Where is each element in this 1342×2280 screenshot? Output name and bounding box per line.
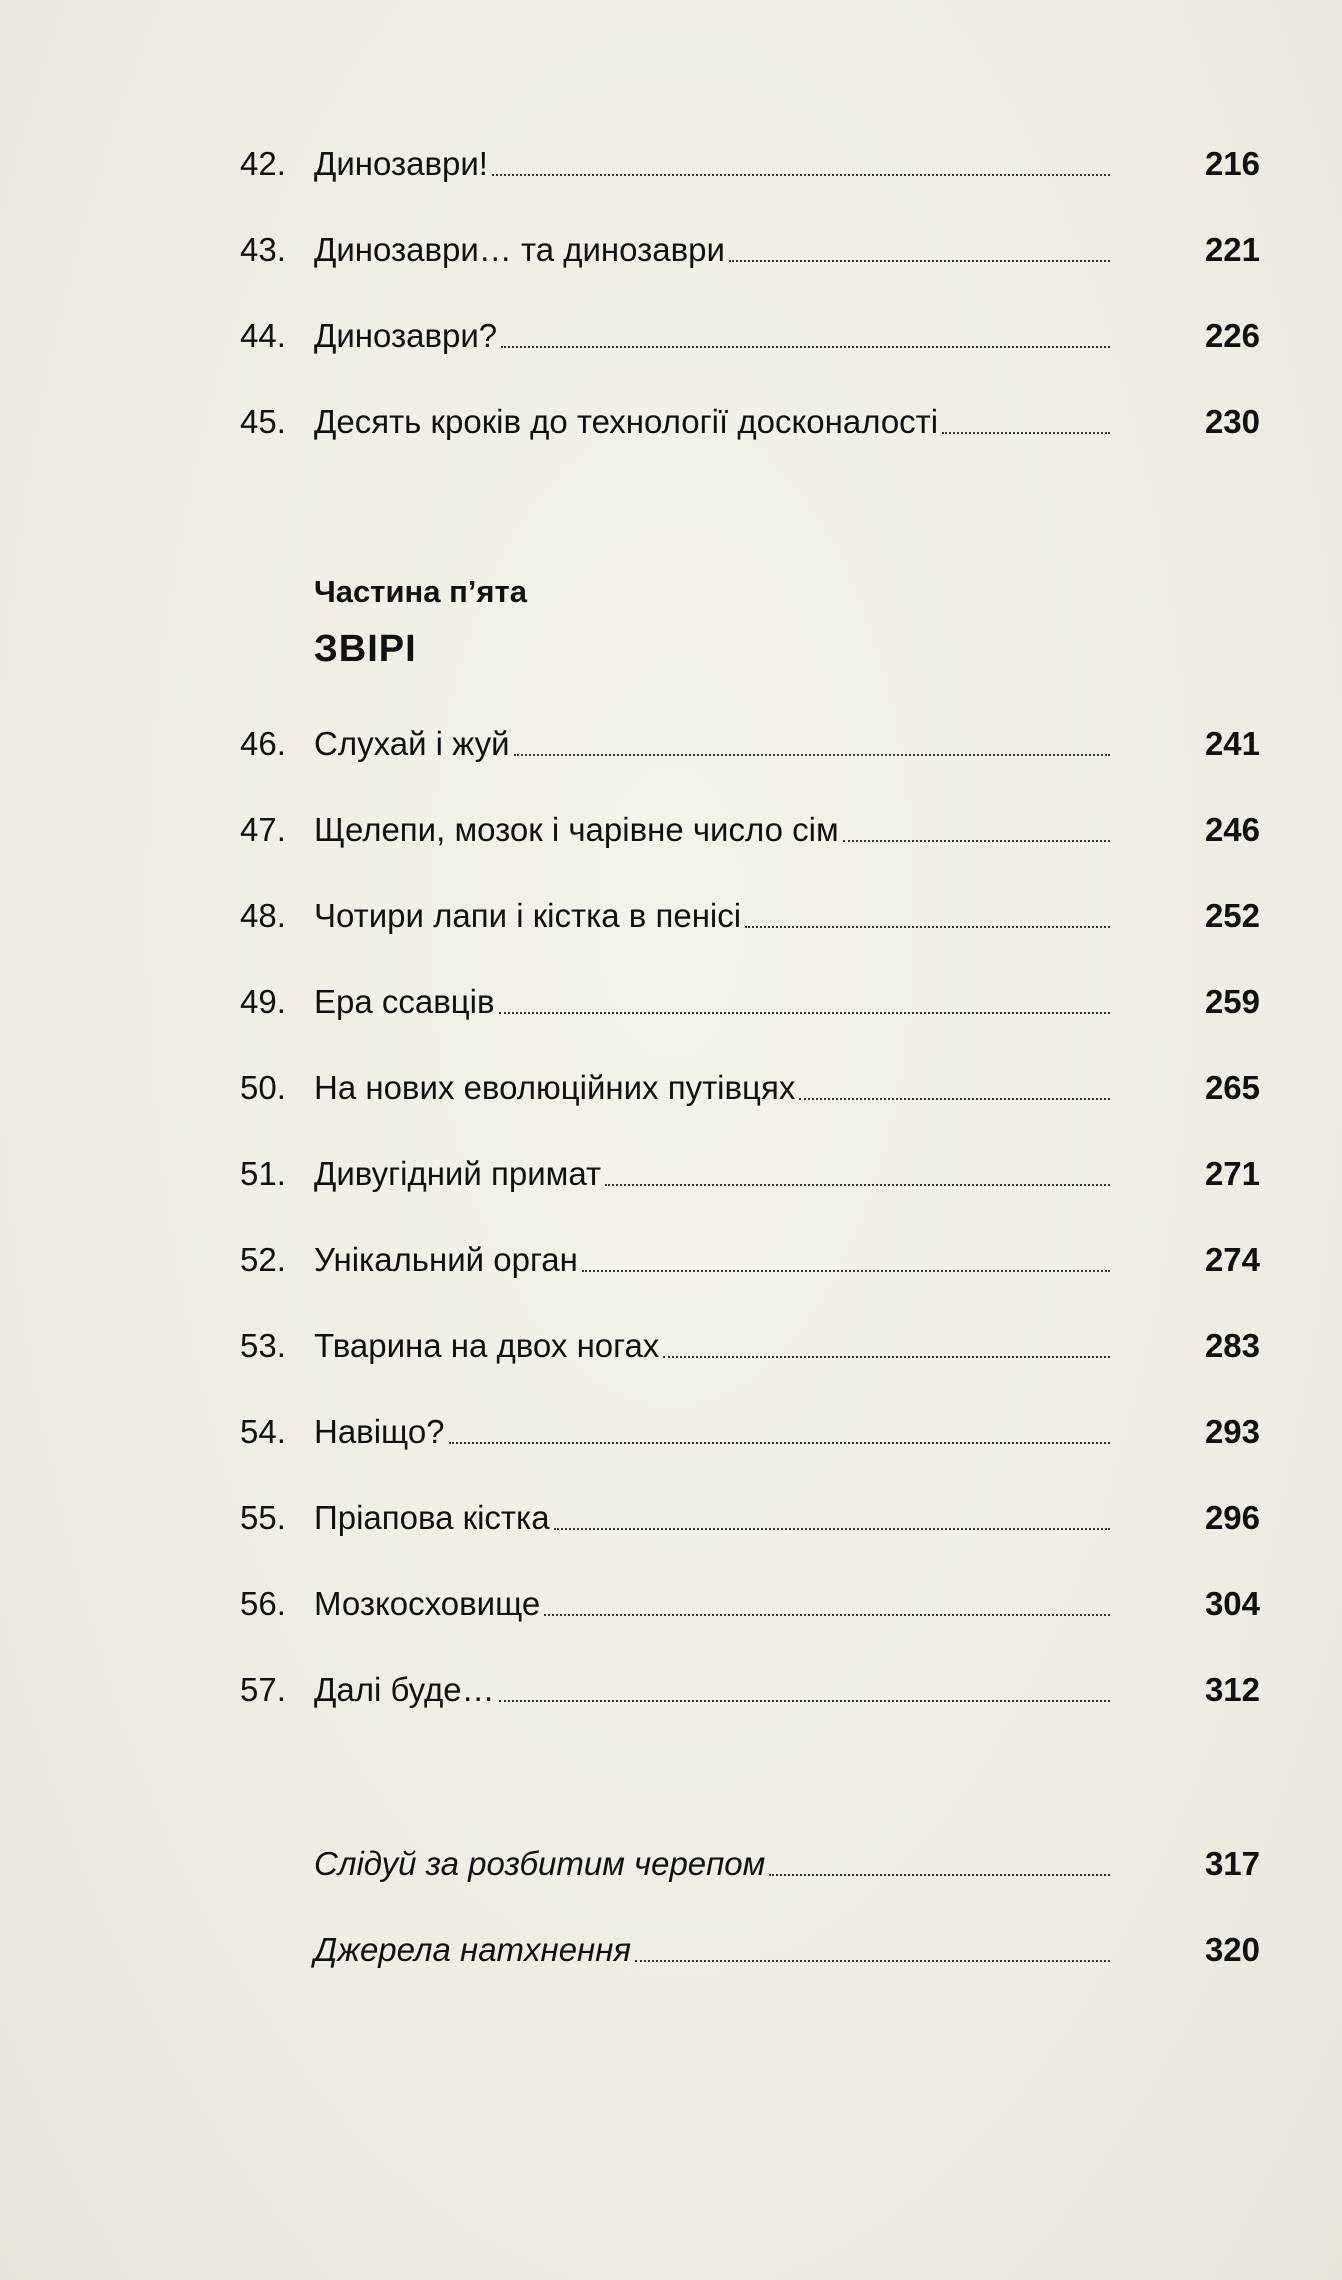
entry-page: 293 [1204,1413,1260,1450]
dot-leader [499,1012,1110,1014]
entry-title: Динозаври? [314,317,498,354]
entry-page: 226 [1204,317,1260,354]
entry-title: Чотири лапи і кістка в пенісі [314,897,742,934]
dot-leader [799,1098,1110,1100]
entry-title: Тварина на двох ногах [314,1327,660,1364]
dot-leader [663,1356,1110,1358]
dot-leader [942,432,1110,434]
toc-entry [240,1306,1260,1366]
toc-entry [240,296,1260,356]
entry-number: 52. [240,1241,286,1278]
entry-page: 216 [1204,145,1260,182]
toc-entry [240,1650,1260,1710]
entry-title: На нових еволюційних путівцях [314,1069,796,1106]
toc-entry [240,1478,1260,1538]
entry-number: 48. [240,897,286,934]
entry-number: 47. [240,811,286,848]
toc-entry [240,1220,1260,1280]
entry-number: 49. [240,983,286,1020]
entry-title: Навіщо? [314,1413,445,1450]
dot-leader [745,926,1110,928]
entry-page: 246 [1204,811,1260,848]
entry-page: 265 [1204,1069,1260,1106]
entry-title: Джерела натхнення [314,1931,631,1968]
dot-leader [635,1960,1110,1962]
toc-entry [240,124,1260,184]
dot-leader [544,1614,1110,1616]
entry-page: 221 [1204,231,1260,268]
dot-leader [449,1442,1110,1444]
entry-number: 50. [240,1069,286,1106]
entry-title: Динозаври… та динозаври [314,231,725,268]
entry-page: 296 [1204,1499,1260,1536]
dot-leader [554,1528,1110,1530]
entry-title: Ера ссавців [314,983,495,1020]
dot-leader [499,1700,1110,1702]
toc-entry [240,876,1260,936]
entry-number: 55. [240,1499,286,1536]
dot-leader [843,840,1110,842]
toc-entry [240,1134,1260,1194]
entry-title: Дивугідний примат [314,1155,602,1192]
entry-title: Щелепи, мозок і чарівне число сім [314,811,839,848]
entry-title: Динозаври! [314,145,488,182]
toc-entry [240,1824,1260,1884]
entry-page: 274 [1204,1241,1260,1278]
entry-number: 53. [240,1327,286,1364]
entry-page: 241 [1204,725,1260,762]
toc-entry [240,1048,1260,1108]
entry-page: 312 [1204,1671,1260,1708]
entry-page: 283 [1204,1327,1260,1364]
toc-entry [240,210,1260,270]
dot-leader [492,174,1110,176]
entry-number: 54. [240,1413,286,1450]
entry-title: Слухай і жуй [314,725,510,762]
part-label: Частина п’ята [314,574,527,609]
part-title: ЗВІРІ [314,628,417,670]
entry-page: 317 [1204,1845,1260,1882]
entry-page: 252 [1204,897,1260,934]
entry-number: 43. [240,231,286,268]
toc-entry [240,790,1260,850]
dot-leader [514,754,1110,756]
entry-title: Мозкосховище [314,1585,541,1622]
dot-leader [729,260,1110,262]
entry-title: Пріапова кістка [314,1499,550,1536]
entry-page: 320 [1204,1931,1260,1968]
entry-title: Десять кроків до технології досконалості [314,403,939,440]
toc-entry [240,962,1260,1022]
entry-number: 42. [240,145,286,182]
entry-page: 304 [1204,1585,1260,1622]
dot-leader [769,1874,1110,1876]
entry-number: 56. [240,1585,286,1622]
dot-leader [582,1270,1110,1272]
entry-number: 45. [240,403,286,440]
dot-leader [501,346,1110,348]
entry-page: 230 [1204,403,1260,440]
entry-number: 57. [240,1671,286,1708]
toc-entry [240,382,1260,442]
entry-title: Далі буде… [314,1671,495,1708]
entry-page: 259 [1204,983,1260,1020]
toc-entry [240,1910,1260,1970]
toc-entry [240,1392,1260,1452]
entry-title: Слідуй за розбитим черепом [314,1845,766,1882]
toc-entry [240,1564,1260,1624]
entry-title: Унікальний орган [314,1241,578,1278]
entry-page: 271 [1204,1155,1260,1192]
entry-number: 51. [240,1155,286,1192]
dot-leader [605,1184,1110,1186]
entry-number: 46. [240,725,286,762]
toc-entry [240,704,1260,764]
entry-number: 44. [240,317,286,354]
